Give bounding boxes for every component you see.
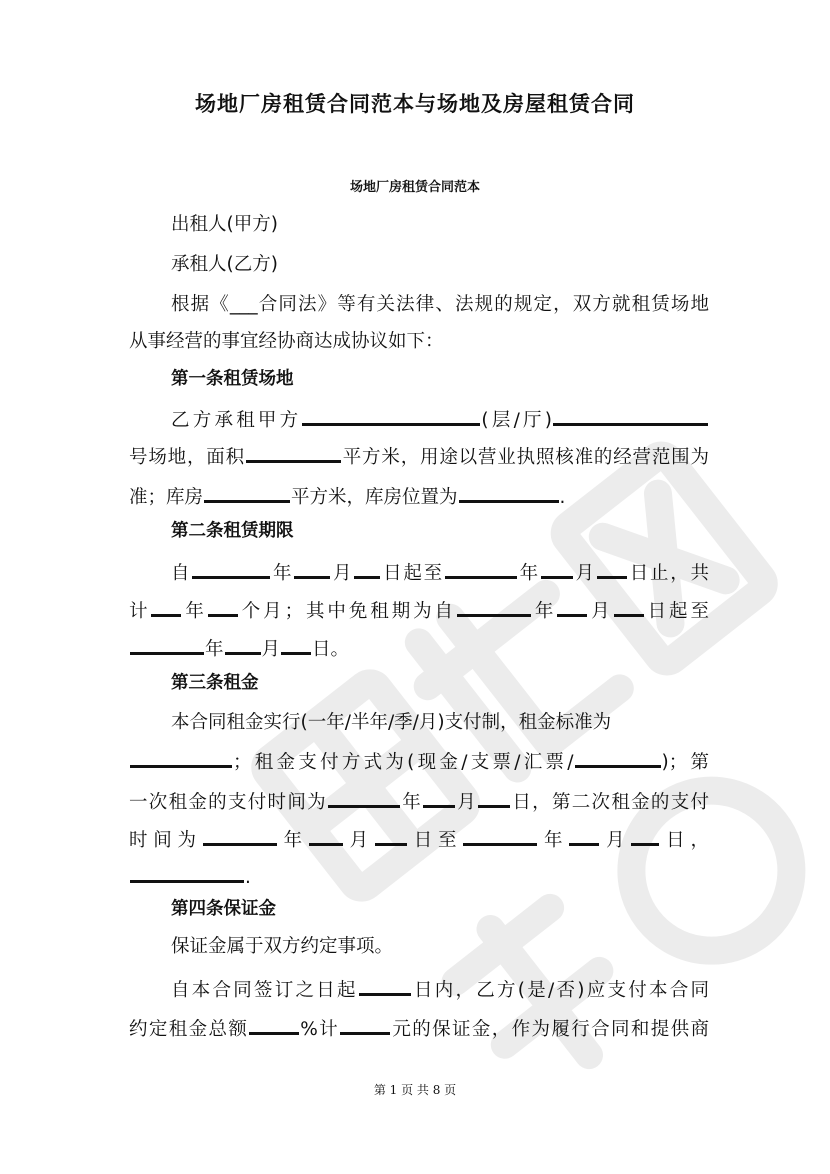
article2-heading: 第二条租赁期限 [171, 521, 294, 541]
blank-field [151, 595, 181, 617]
blank-field [354, 557, 380, 579]
article3-line-3: 一次租金的支付时间为 年 月 日，第二次租金的支付 [129, 786, 709, 817]
blank-field [575, 746, 661, 768]
blank-field [541, 557, 573, 579]
article2-line-3: 年 月 日。 [129, 633, 709, 664]
article1-line-2: 号场地，面积 平方米，用途以营业执照核准的经营范围为 [129, 441, 709, 472]
article4-line-3: 约定租金总额 %计 元的保证金，作为履行合同和提供商 [129, 1013, 709, 1044]
blank-field [249, 1013, 299, 1035]
page-footer: 第 1 页 共 8 页 [373, 1083, 457, 1097]
article1-line-3: 准；库房 平方米，库房位置为 . [129, 481, 709, 512]
blank-field [225, 633, 261, 655]
blank-field [375, 824, 407, 846]
article3-heading: 第三条租金 [171, 673, 259, 693]
blank-field [557, 595, 587, 617]
article4-heading: 第四条保证金 [171, 899, 276, 919]
article3-line-2: ；租金支付方式为(现金/支票/汇票/ )；第 [129, 746, 709, 777]
blank-field [204, 481, 290, 503]
blank-field [309, 824, 343, 846]
document-subtitle: 场地厂房租赁合同范本 [349, 180, 480, 195]
blank-field [457, 595, 531, 617]
blank-field [597, 557, 627, 579]
blank-field [553, 404, 708, 426]
article1-line-1: 乙方承租甲方 (层/厅) [171, 404, 709, 435]
article3-line-5: . [129, 861, 709, 892]
article3-line-4: 时间为 年 月 日至 年 月 日， [129, 824, 709, 855]
blank-field [302, 404, 480, 426]
blank-field [614, 595, 644, 617]
blank-field [631, 824, 659, 846]
blank-field [359, 974, 411, 996]
article2-line-2: 计 年 个月；其中免租期为自 年 月 日起至 [129, 595, 709, 626]
blank-field [281, 633, 311, 655]
article4-line-2: 自本合同签订之日起 日内，乙方(是/否)应支付本合同 [171, 974, 709, 1005]
blank-field [478, 786, 510, 808]
intro-line-1: 根据《___合同法》等有关法律、法规的规定，双方就租赁场地 [171, 294, 709, 315]
blank-field [463, 824, 537, 846]
article4-line-1: 保证金属于双方约定事项。 [171, 936, 394, 957]
blank-field [328, 786, 400, 808]
blank-field [569, 824, 599, 846]
blank-field [208, 595, 238, 617]
blank-field [423, 786, 455, 808]
blank-field [130, 633, 204, 655]
blank-field [459, 481, 559, 503]
lessor-line: 出租人(甲方) [171, 214, 278, 235]
article1-heading: 第一条租赁场地 [171, 369, 294, 389]
blank-field [203, 824, 277, 846]
article2-line-1: 自 年 月 日起至 年 月 日止，共 [171, 557, 709, 588]
document-title: 场地厂房租赁合同范本与场地及房屋租赁合同 [195, 92, 635, 116]
blank-field [192, 557, 270, 579]
article3-line-1: 本合同租金实行(一年/半年/季/月)支付制，租金标准为 [171, 712, 612, 733]
lessee-line: 承租人(乙方) [171, 254, 278, 275]
blank-field [340, 1013, 390, 1035]
blank-field [294, 557, 330, 579]
blank-field [130, 861, 244, 883]
intro-line-2: 从事经营的事宜经协商达成协议如下： [129, 331, 444, 352]
blank-field [445, 557, 517, 579]
blank-field [246, 441, 341, 463]
blank-field [130, 746, 232, 768]
